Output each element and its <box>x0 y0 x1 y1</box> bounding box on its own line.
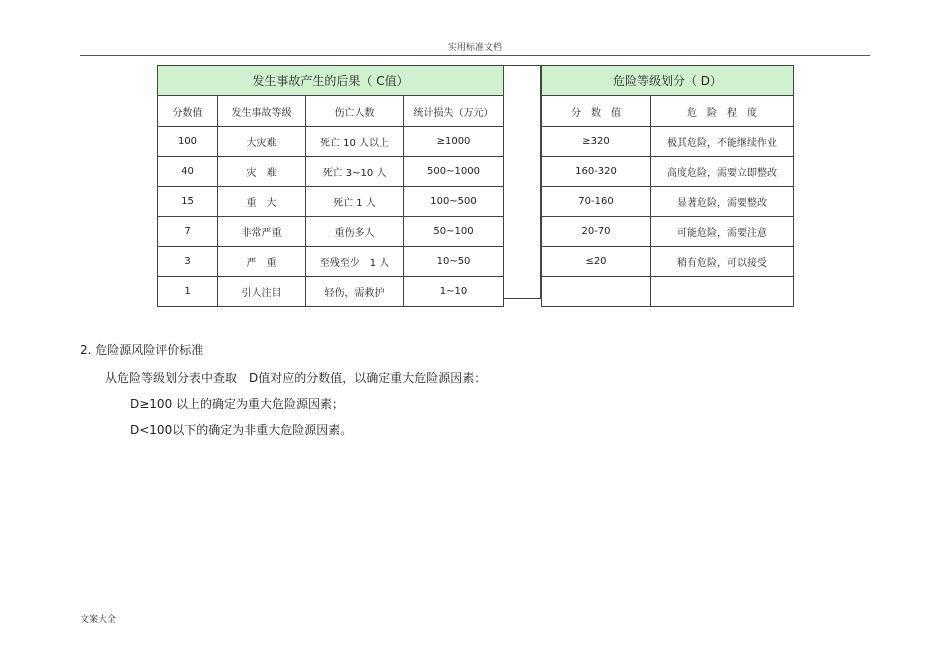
table-cell: 40 <box>158 157 218 187</box>
paragraph: D≥100 以上的确定为重大危险源因素； <box>130 397 345 411</box>
table-cell: 引人注目 <box>218 277 306 307</box>
table-cell: 死亡 3~10 人 <box>306 157 404 187</box>
table-row <box>542 217 794 247</box>
table-cell: 1 <box>158 277 218 307</box>
table-cell: ≤20 <box>542 247 651 277</box>
paragraph: D<100以下的确定为非重大危险源因素。 <box>130 423 353 437</box>
table-cell: 严 重 <box>218 247 306 277</box>
table-cell: 大灾难 <box>218 127 306 157</box>
table-cell: 20-70 <box>542 217 651 247</box>
table-cell: 160-320 <box>542 157 651 187</box>
consequence-header-row <box>158 96 504 127</box>
table-cell: 10~50 <box>404 247 504 277</box>
table-cell: 500~1000 <box>404 157 504 187</box>
table-cell: 稍有危险，可以接受 <box>651 247 794 277</box>
table-row <box>542 277 794 307</box>
table-cell: 15 <box>158 187 218 217</box>
table-cell <box>542 277 651 307</box>
table-cell: 100 <box>158 127 218 157</box>
danger-level-table-title: 危险等级划分（ D） <box>542 66 794 96</box>
danger-header-row <box>542 96 794 127</box>
table-cell: 死亡 10 人以上 <box>306 127 404 157</box>
spacer-cell <box>504 66 541 299</box>
table-row <box>158 247 504 277</box>
table-row <box>542 127 794 157</box>
table-cell: 至残至少 1 人 <box>306 247 404 277</box>
table-cell: 1~10 <box>404 277 504 307</box>
table-cell: 显著危险，需要整改 <box>651 187 794 217</box>
consequence-table <box>157 65 504 307</box>
table-cell: 3 <box>158 247 218 277</box>
table-row <box>158 187 504 217</box>
table-cell: 极其危险，不能继续作业 <box>651 127 794 157</box>
column-header: 伤亡人数 <box>306 96 404 127</box>
column-header: 分 数 值 <box>542 96 651 127</box>
table-cell: 50~100 <box>404 217 504 247</box>
consequence-table-title: 发生事故产生的后果（ C值） <box>158 66 504 96</box>
page-header: 实用标准文档 <box>447 43 502 53</box>
column-header: 危 险 程 度 <box>651 96 794 127</box>
table-cell: 重 大 <box>218 187 306 217</box>
table-cell: 死亡 1 人 <box>306 187 404 217</box>
table-row <box>542 187 794 217</box>
column-header: 分数值 <box>158 96 218 127</box>
table-row <box>158 127 504 157</box>
table-cell: 100~500 <box>404 187 504 217</box>
column-header: 发生事故等级 <box>218 96 306 127</box>
table-row <box>158 217 504 247</box>
table-row <box>542 247 794 277</box>
table-cell: 非常严重 <box>218 217 306 247</box>
header-divider <box>80 55 870 56</box>
column-header: 统计损失（万元） <box>404 96 504 127</box>
table-row <box>542 157 794 187</box>
table-cell: 重伤多人 <box>306 217 404 247</box>
danger-level-table <box>541 65 794 307</box>
table-cell: 可能危险，需要注意 <box>651 217 794 247</box>
table-cell: 轻伤，需救护 <box>306 277 404 307</box>
table-row <box>158 277 504 307</box>
page-footer: 文案大全 <box>80 615 117 625</box>
table-cell <box>651 277 794 307</box>
spacer-column <box>503 65 541 299</box>
table-cell: 灾 难 <box>218 157 306 187</box>
table-cell: ≥1000 <box>404 127 504 157</box>
paragraph: 从危险等级划分表中查取 D值对应的分数值，以确定重大危险源因素： <box>105 371 487 385</box>
table-row <box>158 157 504 187</box>
table-cell: 70-160 <box>542 187 651 217</box>
section-heading: 2. 危险源风险评价标准 <box>80 343 204 357</box>
table-cell: 7 <box>158 217 218 247</box>
table-cell: ≥320 <box>542 127 651 157</box>
table-cell: 高度危险，需要立即整改 <box>651 157 794 187</box>
